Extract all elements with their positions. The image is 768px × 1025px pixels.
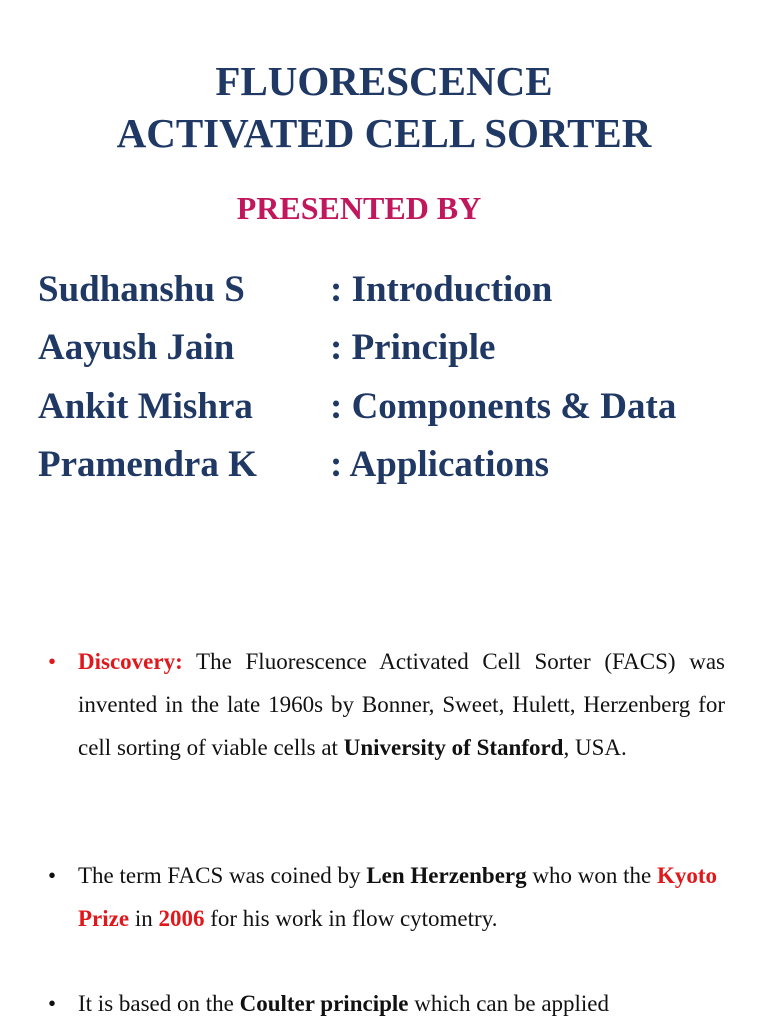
presenter-role: : Applications	[330, 444, 549, 485]
bullet-icon: •	[48, 863, 57, 888]
presenter-name: Pramendra K	[38, 444, 257, 485]
presenter-row	[0, 261, 768, 319]
bullet-coulter	[78, 982, 725, 1025]
slide-title-line-2: ACTIVATED CELL SORTER	[116, 110, 652, 156]
presenter-name: Sudhanshu S	[38, 269, 245, 310]
discovery-university: University of Stanford	[343, 735, 564, 760]
presenter-role: : Introduction	[330, 269, 553, 310]
discovery-text-1: The Fluorescence Activated Cell Sorter (FACS) was invented in the late 1960s by Bonner, Sweet, Hulett, Herzenberg for cell sorting of viable cells at	[78, 649, 725, 760]
content-slide	[0, 560, 768, 1024]
bullet-discovery	[78, 640, 725, 769]
facs-prize: Kyoto Prize	[78, 863, 718, 931]
presenter-name: Aayush Jain	[38, 327, 235, 368]
bullet-facs-term	[78, 854, 725, 940]
facs-text-3: in	[129, 906, 159, 931]
bullet-icon: •	[48, 649, 57, 674]
presenter-role: : Principle	[330, 327, 496, 368]
presenter-name: Ankit Mishra	[38, 386, 253, 427]
presenter-role: : Components & Data	[330, 386, 677, 427]
slide-title-line-1: FLUORESCENCE	[215, 58, 553, 104]
discovery-text-2: , USA.	[563, 735, 627, 760]
presented-by-heading: PRESENTED BY	[236, 190, 482, 226]
facs-year: 2006	[158, 906, 205, 931]
presenter-row	[0, 319, 768, 377]
facs-text-2: who won the	[526, 863, 657, 888]
facs-text-1: The term FACS was coined by	[78, 863, 367, 888]
coulter-text-1: It is based on the	[78, 991, 240, 1016]
coulter-text-2: which can be applied	[408, 991, 610, 1016]
coulter-principle: Coulter principle	[239, 991, 409, 1016]
discovery-label: Discovery:	[78, 649, 183, 674]
presenter-row	[0, 436, 768, 494]
presenter-row	[0, 378, 768, 436]
facs-text-4: for his work in flow cytometry.	[204, 906, 498, 931]
bullet-icon: •	[48, 991, 57, 1016]
facs-person: Len Herzenberg	[366, 863, 527, 888]
